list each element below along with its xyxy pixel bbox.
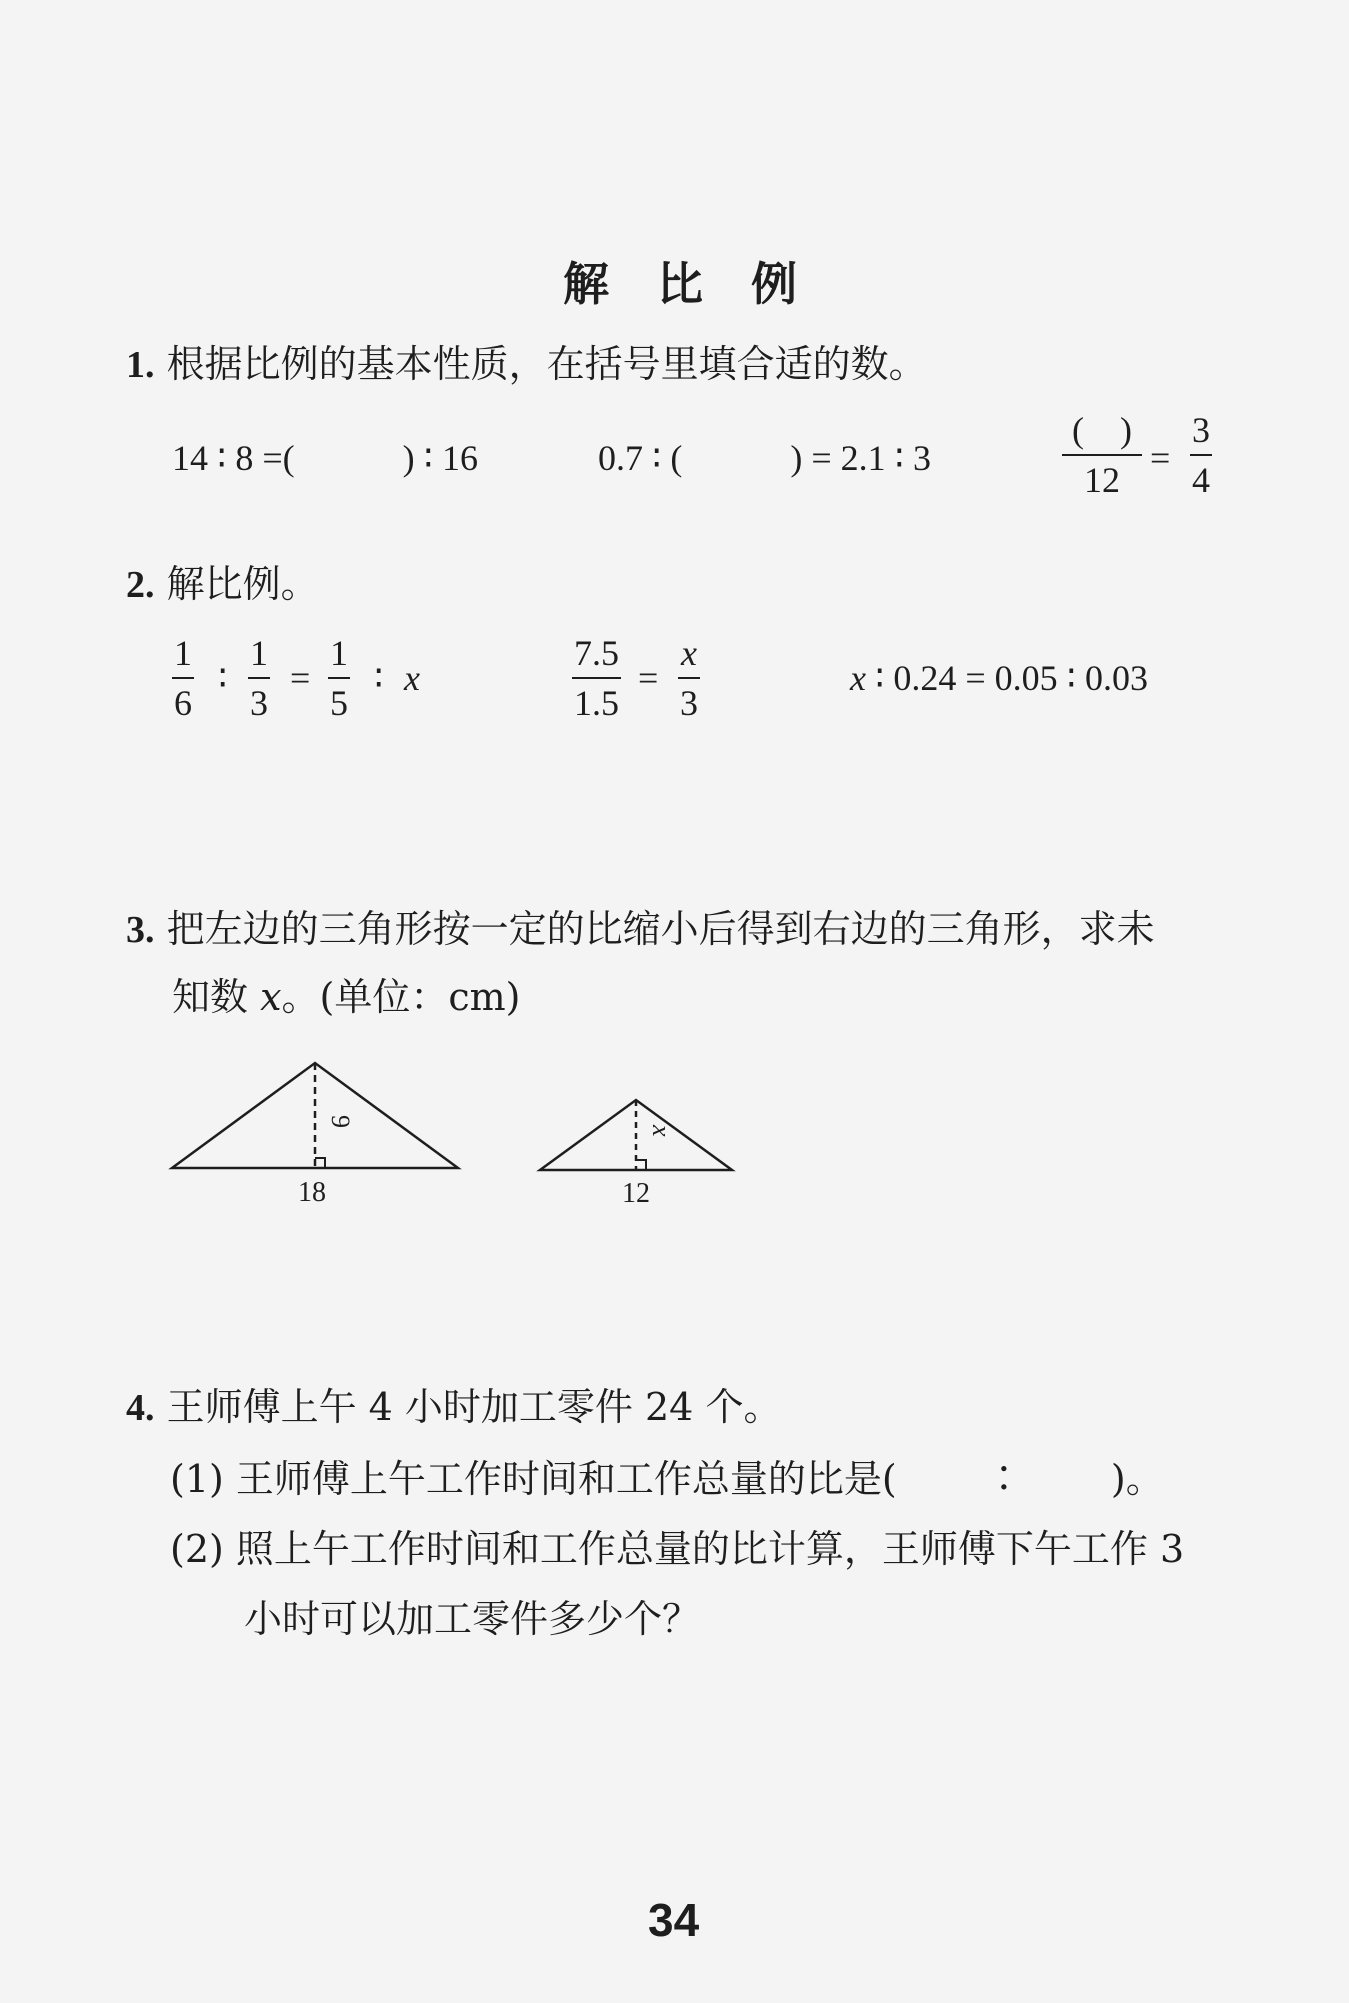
triangle-small [540, 1100, 732, 1170]
q2-eq1-f1-denominator: 6 [172, 677, 194, 721]
q2-eq3-unknown: x [850, 658, 866, 698]
triangle-large-base-label: 18 [298, 1177, 326, 1208]
question-4-sub-2-line-1: (2) 照上午工作时间和工作总量的比计算，王师傅下午工作 3 [170, 1527, 1185, 1571]
q1-eq3-right-numerator: 3 [1192, 410, 1210, 450]
q1-equation-1: 14 ∶ 8 =( ) ∶ 16 [172, 438, 479, 478]
q2-eq1-f2-denominator: 3 [248, 677, 270, 721]
q2-eq1-unknown: x [404, 658, 420, 698]
triangle-large-height-label: 9 [326, 1115, 355, 1128]
q2-eq2-right-numerator: x [681, 633, 697, 673]
question-4-text: 王师傅上午 4 小时加工零件 24 个。 [166, 1385, 782, 1429]
q2-eq1-f2-numerator: 1 [250, 633, 268, 673]
q1-equation-2: 0.7 ∶ ( ) = 2.1 ∶ 3 [598, 438, 932, 478]
triangle-large [172, 1063, 458, 1168]
q2-eq2-left-denominator: 1.5 [572, 677, 621, 721]
q2-eq1-f3-numerator: 1 [330, 633, 348, 673]
question-4-number: 4. [126, 1387, 155, 1429]
q2-eq2-equals: = [638, 658, 659, 698]
page-title: 解比例 [563, 257, 845, 311]
q2-eq1-f3-denominator: 5 [328, 677, 350, 721]
question-4-sub-2-line-2: 小时可以加工零件多少个？ [244, 1597, 701, 1641]
q1-eq3-right-denominator: 4 [1190, 454, 1212, 498]
triangle-large-right-angle [315, 1158, 325, 1168]
question-4 [126, 1385, 782, 1429]
q2-eq3-rest: ∶ 0.24 = 0.05 ∶ 0.03 [865, 658, 1149, 698]
q2-eq1-f1-numerator: 1 [174, 633, 192, 673]
q3-line2-text-a: 知数 [172, 975, 261, 1019]
triangle-small-base-label: 12 [622, 1178, 650, 1209]
q2-eq2-left-numerator: 7.5 [574, 633, 619, 673]
q3-line2-text-b: 。(单位：cm) [281, 975, 521, 1019]
question-4-sub-1: (1) 王师傅上午工作时间和工作总量的比是( ∶ )。 [170, 1457, 1164, 1501]
question-3-number: 3. [126, 909, 155, 951]
q1-eq3-left-denominator: 12 [1062, 454, 1142, 498]
question-3-line-1: 把左边的三角形按一定的比缩小后得到右边的三角形，求未 [166, 907, 1155, 951]
q2-eq1-colon-1: ∶ [218, 658, 228, 698]
question-2-number: 2. [126, 564, 155, 606]
q2-eq2-right-denominator: 3 [678, 677, 700, 721]
page-number: 34 [648, 1894, 700, 1946]
q1-eq3-equals: = [1150, 438, 1171, 478]
q1-eq3-left-numerator: ( ) [1072, 410, 1132, 450]
q3-line2-unknown: x [260, 975, 282, 1019]
triangle-small-height-label: x [647, 1125, 676, 1137]
q2-eq1-colon-2: ∶ [374, 658, 384, 698]
question-1-text: 根据比例的基本性质，在括号里填合适的数。 [166, 342, 927, 386]
q2-eq1-equals: = [290, 658, 311, 698]
triangle-small-right-angle [636, 1160, 646, 1170]
question-2-text: 解比例。 [166, 562, 319, 606]
question-1-number: 1. [126, 344, 155, 386]
